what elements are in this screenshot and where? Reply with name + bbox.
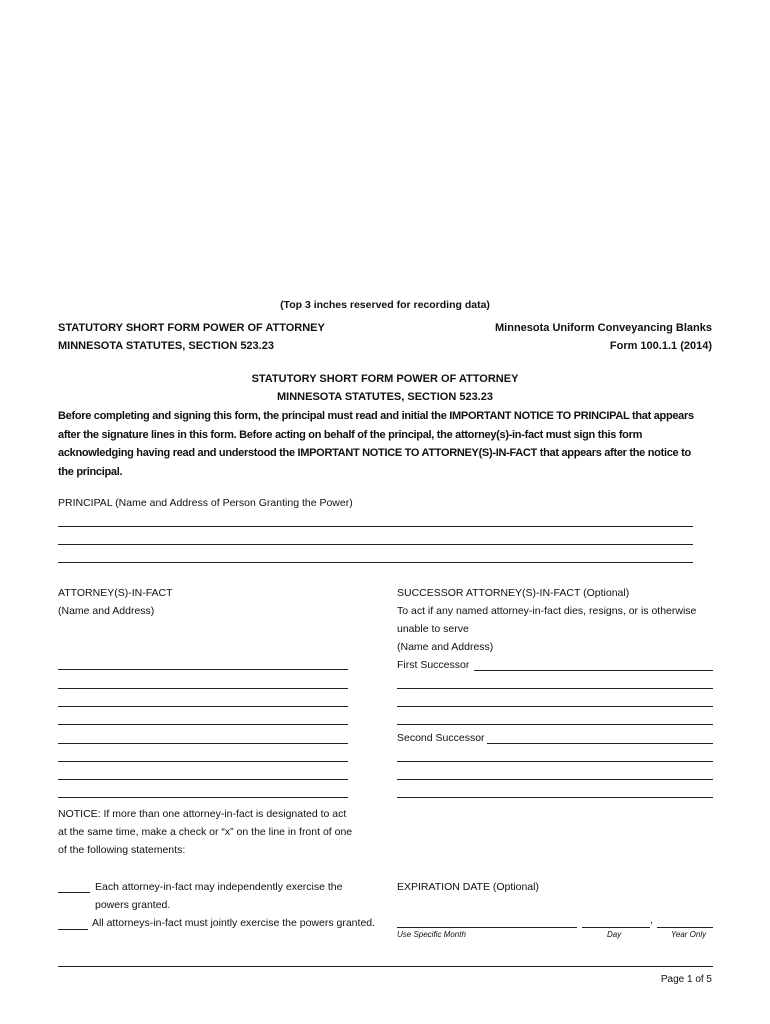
intro-line-2: after the signature lines in this form. Before acting on behalf of the principal, the attorney(s)-in-fact must sign this form <box>58 428 643 441</box>
header-publisher: Minnesota Uniform Conveyancing Blanks <box>495 322 712 334</box>
first-successor-line-4[interactable] <box>397 724 713 725</box>
header-statute: MINNESOTA STATUTES, SECTION 523.23 <box>58 340 274 352</box>
page-title: STATUTORY SHORT FORM POWER OF ATTORNEY <box>251 373 519 385</box>
principal-line-3[interactable] <box>58 562 693 563</box>
attorney-line-3[interactable] <box>58 706 348 707</box>
footer-divider <box>58 966 713 967</box>
expiration-month-line[interactable] <box>397 927 577 928</box>
month-caption: Use Specific Month <box>397 930 466 939</box>
day-caption: Day <box>607 930 622 939</box>
successor-subheading: (Name and Address) <box>397 641 494 653</box>
intro-line-4: the principal. <box>58 465 123 478</box>
header-form-number: Form 100.1.1 (2014) <box>609 340 712 352</box>
first-successor-line-2[interactable] <box>397 688 713 689</box>
intro-line-1: Before completing and signing this form, the principal must read and initial the IMPORTANT NOTICE TO PRINCIPAL that appears <box>58 410 694 422</box>
attorneys-subheading: (Name and Address) <box>58 605 155 617</box>
second-successor-label: Second Successor <box>397 732 485 744</box>
first-successor-label: First Successor <box>397 659 470 671</box>
attorney-line-7[interactable] <box>58 779 348 780</box>
notice-line-3: of the following statements: <box>58 844 186 856</box>
option-jointly-text: All attorneys-in-fact must jointly exercise the powers granted. <box>92 917 376 929</box>
header-form-title: STATUTORY SHORT FORM POWER OF ATTORNEY <box>58 322 325 334</box>
attorney-line-4[interactable] <box>58 724 348 725</box>
principal-label: PRINCIPAL (Name and Address of Person Granting the Power) <box>58 497 353 509</box>
successor-desc-1: To act if any named attorney-in-fact dies, resigns, or is otherwise <box>397 605 697 617</box>
second-successor-line-2[interactable] <box>397 761 713 762</box>
successor-desc-2: unable to serve <box>397 623 469 635</box>
attorney-line-2[interactable] <box>58 688 348 689</box>
intro-line-3: acknowledging having read and understood the IMPORTANT NOTICE TO ATTORNEY(S)-IN-FACT that appears after the notice to <box>58 447 691 460</box>
option-independent-checkline[interactable] <box>58 892 90 893</box>
expiration-label: EXPIRATION DATE (Optional) <box>397 881 539 893</box>
intro-paragraph <box>58 407 718 481</box>
option-jointly-checkline[interactable] <box>58 929 88 930</box>
attorney-line-8[interactable] <box>58 797 348 798</box>
option-independent-text-1: Each attorney-in-fact may independently exercise the <box>95 881 343 893</box>
first-successor-line-1[interactable] <box>474 670 713 671</box>
second-successor-line-3[interactable] <box>397 779 713 780</box>
attorney-line-6[interactable] <box>58 761 348 762</box>
recording-note: (Top 3 inches reserved for recording data) <box>280 299 490 311</box>
notice-line-1: NOTICE: If more than one attorney-in-fact is designated to act <box>58 808 347 820</box>
attorney-line-5[interactable] <box>58 743 348 744</box>
second-successor-line-4[interactable] <box>397 797 713 798</box>
second-successor-line-1[interactable] <box>487 743 713 744</box>
attorney-line-1[interactable] <box>58 669 348 670</box>
expiration-year-line[interactable] <box>657 927 713 928</box>
attorneys-heading: ATTORNEY(S)-IN-FACT <box>58 587 173 599</box>
expiration-comma: , <box>650 914 653 926</box>
successor-heading: SUCCESSOR ATTORNEY(S)-IN-FACT (Optional) <box>397 587 630 599</box>
page-number: Page 1 of 5 <box>660 974 712 985</box>
year-caption: Year Only <box>671 930 707 939</box>
expiration-day-line[interactable] <box>582 927 650 928</box>
page-subtitle: MINNESOTA STATUTES, SECTION 523.23 <box>277 391 493 403</box>
notice-line-2: at the same time, make a check or “x” on the line in front of one <box>58 826 353 838</box>
option-independent-text-2: powers granted. <box>95 899 171 911</box>
principal-line-1[interactable] <box>58 526 693 527</box>
principal-line-2[interactable] <box>58 544 693 545</box>
first-successor-line-3[interactable] <box>397 706 713 707</box>
